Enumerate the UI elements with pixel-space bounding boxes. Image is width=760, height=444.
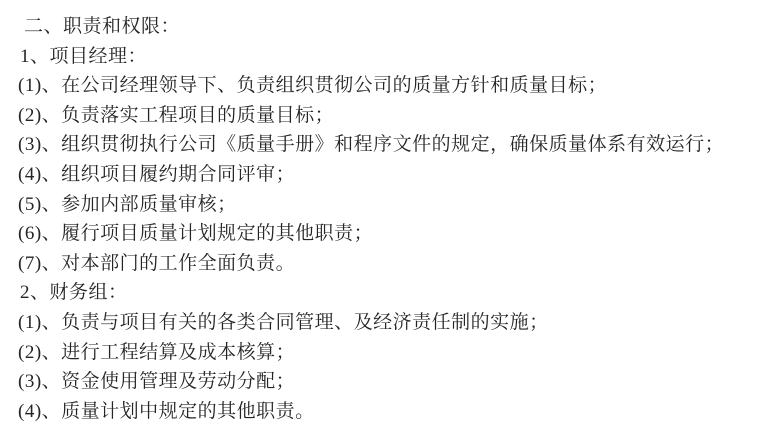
section-heading-responsibilities: 二、职责和权限：: [24, 16, 181, 37]
list-item: (2)、进行工程结算及成本核算；: [18, 341, 296, 363]
list-item: (7)、对本部门的工作全面负责。: [18, 252, 296, 274]
list-item: (2)、负责落实工程项目的质量目标；: [18, 104, 335, 126]
list-item: (1)、负责与项目有关的各类合同管理、及经济责任制的实施；: [18, 311, 549, 333]
list-item: (3)、资金使用管理及劳动分配；: [18, 371, 296, 393]
list-item: (1)、在公司经理领导下、负责组织贯彻公司的质量方针和质量目标；: [18, 75, 608, 97]
subsection-title-finance-group: 2、财务组：: [20, 282, 128, 304]
list-item: (3)、组织贯彻执行公司《质量手册》和程序文件的规定，确保质量体系有效运行；: [18, 134, 725, 156]
list-item: (6)、履行项目质量计划规定的其他职责；: [18, 223, 374, 245]
list-item: (4)、质量计划中规定的其他职责。: [18, 400, 315, 422]
list-item: (4)、组织项目履约期合同评审；: [18, 163, 296, 185]
subsection-title-project-manager: 1、项目经理：: [20, 45, 148, 67]
list-item: (5)、参加内部质量审核；: [18, 193, 237, 215]
